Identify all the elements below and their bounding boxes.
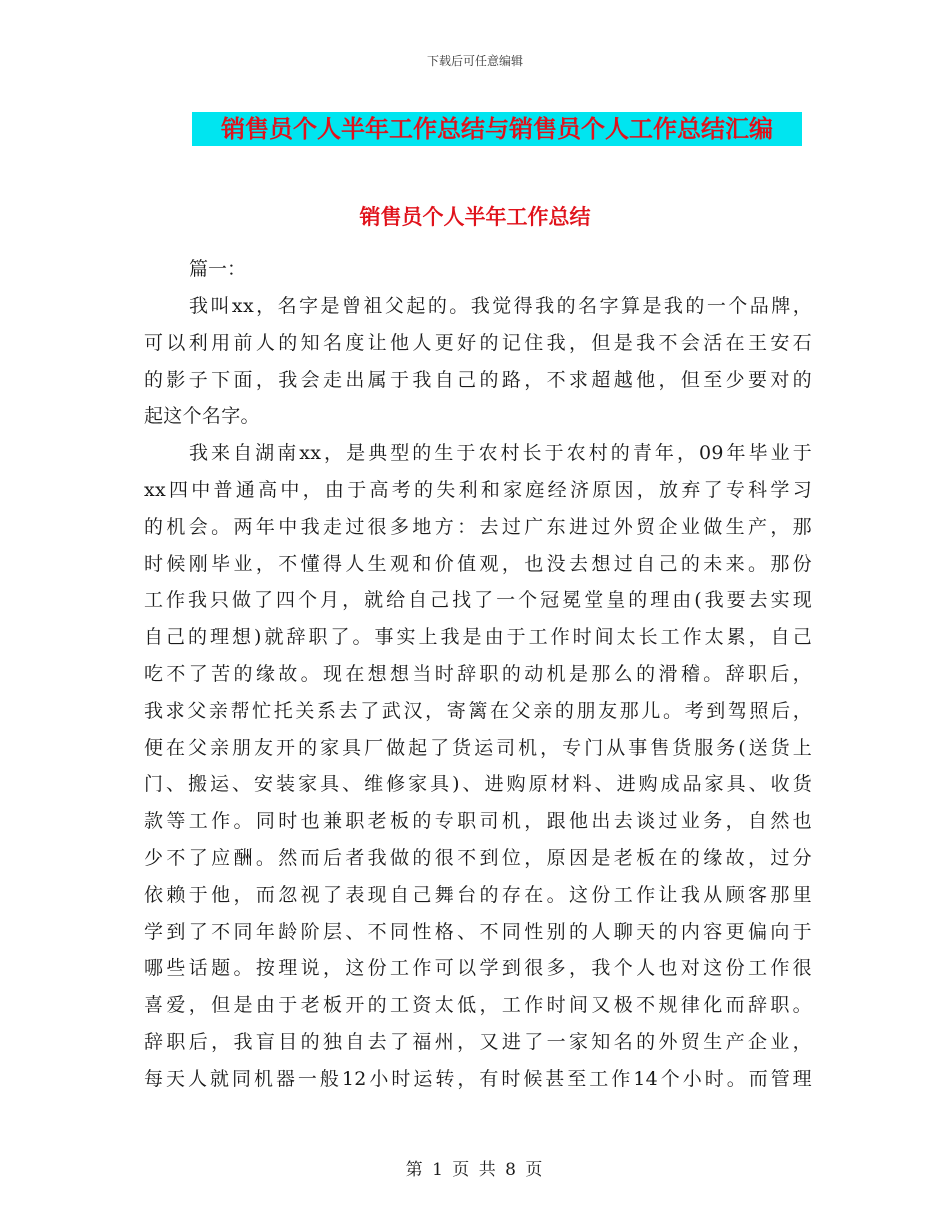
paragraph-line: 的机会。两年中我走过很多地方：去过广东进过外贸企业做生产，那 bbox=[144, 515, 812, 538]
paragraph-line: 吃不了苦的缘故。现在想想当时辞职的动机是那么的滑稽。辞职后， bbox=[144, 662, 812, 685]
paragraph-line: 我叫xx，名字是曾祖父起的。我觉得我的名字算是我的一个品牌， bbox=[189, 295, 812, 317]
header-note: 下载后可任意编辑 bbox=[426, 54, 523, 68]
paragraph-line: 起这个名字。 bbox=[144, 405, 260, 428]
paragraph-line: 辞职后，我盲目的独自去了福州，又进了一家知名的外贸生产企业， bbox=[144, 1030, 812, 1053]
paragraph-line: 自己的理想)就辞职了。事实上我是由于工作时间太长工作太累，自己 bbox=[144, 626, 812, 649]
paragraph-line: 我来自湖南xx，是典型的生于农村长于农村的青年，09年毕业于 bbox=[189, 442, 812, 465]
paragraph-line: 学到了不同年龄阶层、不同性格、不同性别的人聊天的内容更偏向于 bbox=[144, 920, 812, 943]
paragraph-2 bbox=[144, 435, 812, 1097]
paragraph-line: 时候刚毕业，不懂得人生观和价值观，也没去想过自己的未来。那份 bbox=[144, 552, 812, 575]
paragraph-line: 款等工作。同时也兼职老板的专职司机，跟他出去谈过业务，自然也 bbox=[144, 810, 812, 833]
page-footer: 第 1 页 共 8 页 bbox=[405, 1160, 545, 1180]
paragraph-1 bbox=[144, 288, 812, 435]
paragraph-line: 我求父亲帮忙托关系去了武汉，寄篱在父亲的朋友那儿。考到驾照后， bbox=[144, 699, 812, 722]
paragraph-line: 可以利用前人的知名度让他人更好的记住我，但是我不会活在王安石 bbox=[144, 331, 812, 354]
paragraph-line: xx四中普通高中，由于高考的失利和家庭经济原因，放弃了专科学习 bbox=[144, 478, 812, 501]
paragraph-line: 的影子下面，我会走出属于我自己的路，不求超越他，但至少要对的 bbox=[144, 368, 812, 391]
paragraph-line: 少不了应酬。然而后者我做的很不到位，原因是老板在的缘故，过分 bbox=[144, 846, 812, 869]
paragraph-line: 喜爱，但是由于老板开的工资太低，工作时间又极不规律化而辞职。 bbox=[144, 994, 812, 1017]
section-label: 篇一： bbox=[189, 258, 247, 280]
sub-title: 销售员个人半年工作总结 bbox=[359, 205, 591, 229]
paragraph-line: 每天人就同机器一般12小时运转，有时候甚至工作14个小时。而管理 bbox=[144, 1067, 812, 1090]
paragraph-line: 门、搬运、安装家具、维修家具)、进购原材料、进购成品家具、收货 bbox=[144, 773, 812, 796]
paragraph-line: 依赖于他，而忽视了表现自己舞台的存在。这份工作让我从顾客那里 bbox=[144, 883, 812, 906]
main-title: 销售员个人半年工作总结与销售员个人工作总结汇编 bbox=[192, 112, 802, 146]
paragraph-line: 便在父亲朋友开的家具厂做起了货运司机，专门从事售货服务(送货上 bbox=[144, 736, 812, 759]
paragraph-line: 工作我只做了四个月，就给自己找了一个冠冕堂皇的理由(我要去实现 bbox=[144, 589, 812, 612]
paragraph-line: 哪些话题。按理说，这份工作可以学到很多，我个人也对这份工作很 bbox=[144, 957, 812, 980]
document-body bbox=[144, 250, 812, 1098]
